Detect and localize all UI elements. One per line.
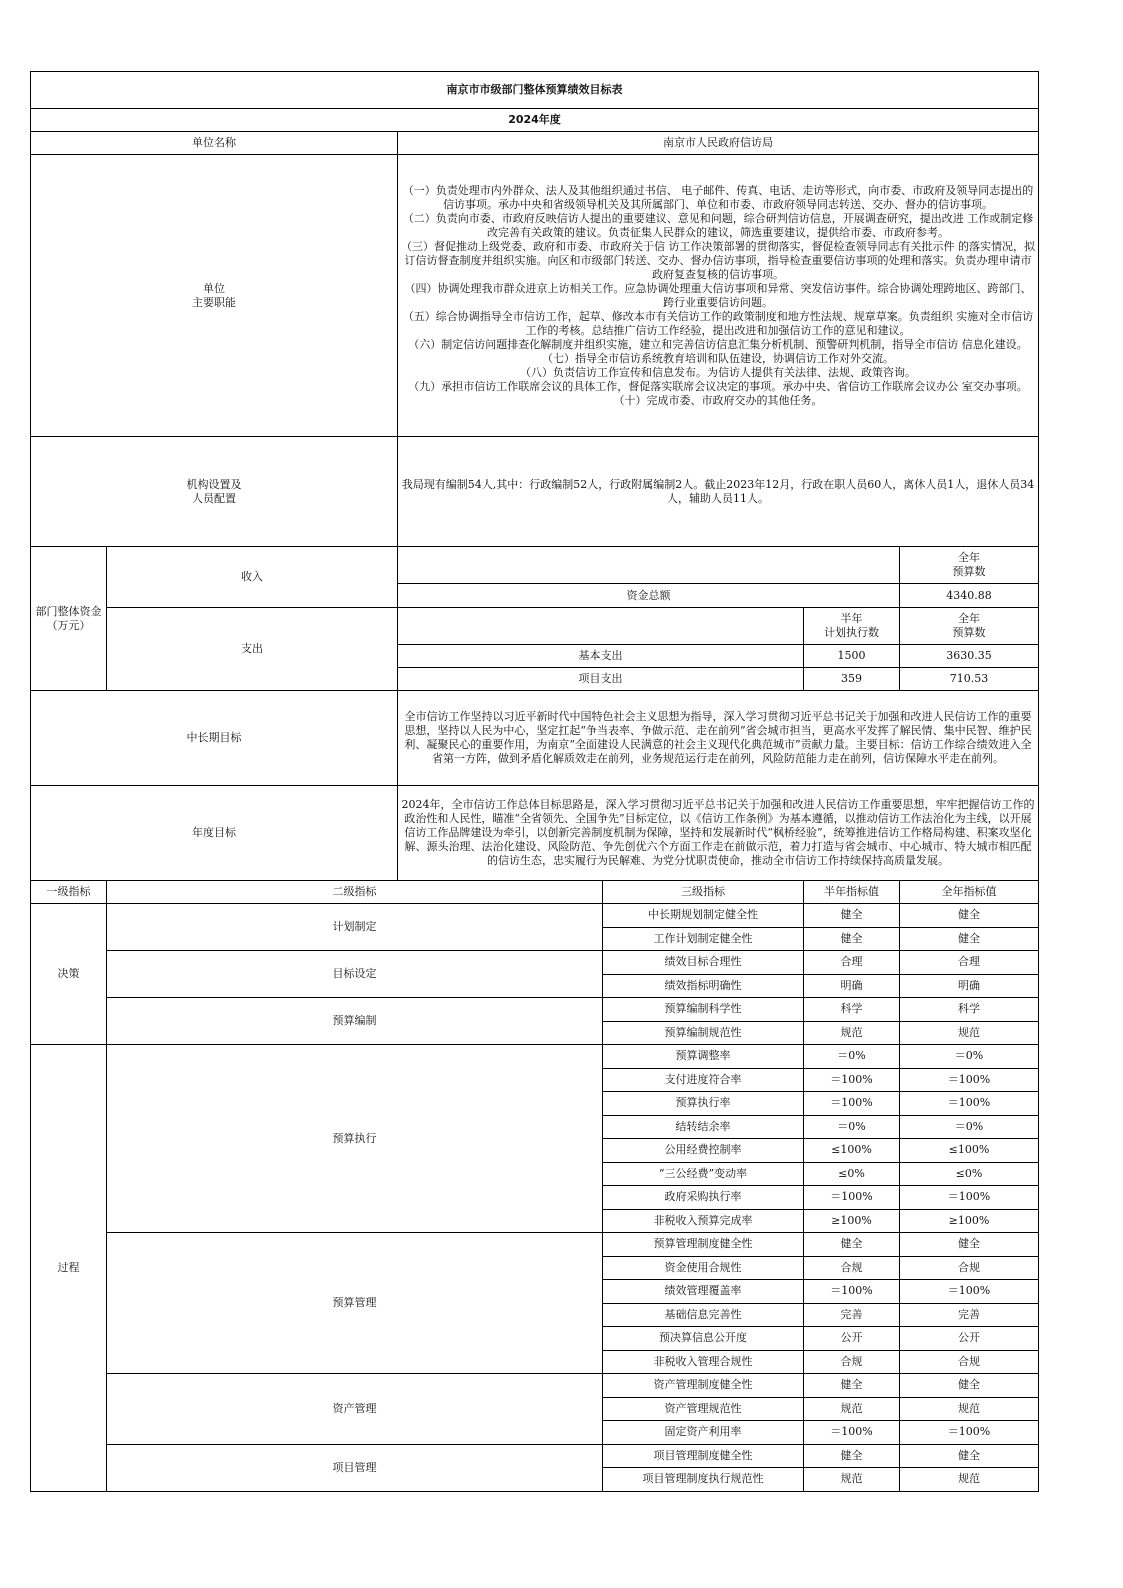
half-year-value: 规范: [804, 1021, 900, 1045]
staffing-label-line2: 人员配置: [192, 491, 236, 505]
budget-performance-table: [30, 71, 1039, 1492]
level3-indicator: 非税收入管理合规性: [603, 1350, 804, 1374]
income-label: 收入: [107, 547, 398, 608]
indicator-row: [31, 1045, 1039, 1069]
function-paragraph: （五）综合协调指导全市信访工作，起草、修改本市有关信访工作的政策制度和地方性法规、规章草案。负责组织 实施对全市信访工作的考核。总结推广信访工作经验，提出改进和加强信访工作的意见和建议。: [402, 309, 1034, 337]
annual-value: ＝100%: [900, 1421, 1039, 1445]
functions-label-line1: 单位: [203, 281, 225, 295]
annual-value: 公开: [900, 1327, 1039, 1351]
half-year-value: 健全: [804, 904, 900, 928]
level3-indicator: “三公经费”变动率: [603, 1162, 804, 1186]
budget-year: 2024年度: [31, 109, 1039, 132]
half-year-value: ≥100%: [804, 1209, 900, 1233]
staffing-text: 我局现有编制54人,其中：行政编制52人，行政附属编制2人。截止2023年12月，行政在职人员60人，离休人员1人，退休人员34人，辅助人员11人。: [398, 437, 1039, 547]
annual-value: 规范: [900, 1468, 1039, 1492]
expense-header-blank: [398, 608, 804, 645]
level3-indicator: 绩效管理覆盖率: [603, 1280, 804, 1304]
level2-header: 二级指标: [107, 881, 603, 904]
total-funds-label: 资金总额: [398, 584, 900, 608]
half-year-value: 科学: [804, 998, 900, 1022]
annual-value: ≤0%: [900, 1162, 1039, 1186]
level2-indicator: 预算执行: [107, 1045, 603, 1233]
level3-header: 三级指标: [603, 881, 804, 904]
function-paragraph: （四）协调处理我市群众进京上访相关工作。应急协调处理重大信访事项和异常、突发信访事件。综合协调处理跨地区、跨部门、跨行业重要信访问题。: [404, 281, 1032, 309]
half-year-value: ＝100%: [804, 1280, 900, 1304]
level3-indicator: 中长期规划制定健全性: [603, 904, 804, 928]
functions-label: [31, 155, 398, 437]
level3-indicator: 绩效目标合理性: [603, 951, 804, 975]
half-year-value: ≤100%: [804, 1139, 900, 1163]
expense-annual-header-line1: 全年: [958, 612, 980, 625]
annual-value: 合理: [900, 951, 1039, 975]
annual-value: 健全: [900, 1374, 1039, 1398]
function-paragraph: （一）负责处理市内外群众、法人及其他组织通过书信、 电子邮件、传真、电话、走访等形式，向市委、市政府及领导同志提出的信访事项。承办中央和省级领导机关及其所属部门、单位和市委、市政府领导同志转送、交办、督办的信访事项。: [402, 183, 1034, 211]
page-title: 南京市市级部门整体预算绩效目标表: [31, 72, 1039, 109]
half-year-value: 公开: [804, 1327, 900, 1351]
staffing-label: [31, 437, 398, 547]
half-year-value: ＝0%: [804, 1115, 900, 1139]
level3-indicator: 预算执行率: [603, 1092, 804, 1116]
level3-indicator: 绩效指标明确性: [603, 974, 804, 998]
half-year-value: 合规: [804, 1256, 900, 1280]
half-year-value: 合规: [804, 1350, 900, 1374]
half-year-value: ＝100%: [804, 1068, 900, 1092]
level2-indicator: 计划制定: [107, 904, 603, 951]
expense-half-header-line2: 计划执行数: [824, 626, 879, 639]
half-year-value: 明确: [804, 974, 900, 998]
function-paragraph: （六）制定信访问题排查化解制度并组织实施，建立和完善信访信息汇集分析机制、预警研判机制，指导全市信访 信息化建设。: [408, 337, 1028, 351]
annual-value: 科学: [900, 998, 1039, 1022]
level3-indicator: 政府采购执行率: [603, 1186, 804, 1210]
half-year-value: ＝0%: [804, 1045, 900, 1069]
income-annual-header: [900, 547, 1039, 584]
annual-value: ≤100%: [900, 1139, 1039, 1163]
project-expense-annual: 710.53: [900, 668, 1039, 691]
half-year-value: 健全: [804, 927, 900, 951]
half-year-value: 合理: [804, 951, 900, 975]
half-year-value: 规范: [804, 1468, 900, 1492]
level3-indicator: 资产管理规范性: [603, 1397, 804, 1421]
half-year-value: 规范: [804, 1397, 900, 1421]
level3-indicator: 固定资产利用率: [603, 1421, 804, 1445]
funds-label: 部门整体资金（万元）: [31, 547, 107, 691]
level3-indicator: 工作计划制定健全性: [603, 927, 804, 951]
indicator-row: [31, 951, 1039, 975]
project-expense-label: 项目支出: [398, 668, 804, 691]
level3-indicator: 公用经费控制率: [603, 1139, 804, 1163]
long-term-text: 全市信访工作坚持以习近平新时代中国特色社会主义思想为指导，深入学习贯彻习近平总书记关于加强和改进人民信访工作的重要思想，坚持以人民为中心，坚定扛起“争当表率、争做示范、走在前列”省会城市担当，更高水平发挥了解民情、集中民智、维护民利、凝聚民心的重要作用，为南京“全面建设人民满意的社会主义现代化典范城市”贡献力量。主要目标：信访工作综合绩效进入全省第一方阵，做到矛盾化解质效走在前列，业务规范运行走在前列，风险防范能力走在前列，信访保障水平走在前列。: [398, 691, 1039, 786]
annual-value: ＝100%: [900, 1092, 1039, 1116]
annual-value: 合规: [900, 1256, 1039, 1280]
level3-indicator: 预算调整率: [603, 1045, 804, 1069]
expense-half-header: [804, 608, 900, 645]
level1-header: 一级指标: [31, 881, 107, 904]
function-paragraph: （二）负责向市委、市政府反映信访人提出的重要建议、意见和问题，综合研判信访信息，开展调查研究，提出改进 工作或制定修改完善有关政策的建议。负责征集人民群众的建议，筛选重要建议，提供给市委、市政府参考。: [402, 211, 1034, 239]
half-year-value: 健全: [804, 1374, 900, 1398]
level2-indicator: 预算编制: [107, 998, 603, 1045]
annual-value: ＝100%: [900, 1280, 1039, 1304]
level3-indicator: 资金使用合规性: [603, 1256, 804, 1280]
indicator-row: [31, 1374, 1039, 1398]
level2-indicator: 项目管理: [107, 1444, 603, 1491]
basic-expense-annual: 3630.35: [900, 645, 1039, 668]
annual-value: ＝100%: [900, 1186, 1039, 1210]
annual-value: ＝0%: [900, 1045, 1039, 1069]
half-year-value: 完善: [804, 1303, 900, 1327]
level3-indicator: 项目管理制度健全性: [603, 1444, 804, 1468]
half-year-value: 健全: [804, 1444, 900, 1468]
level2-indicator: 资产管理: [107, 1374, 603, 1445]
expense-label: 支出: [107, 608, 398, 691]
basic-expense-label: 基本支出: [398, 645, 804, 668]
function-paragraph: （八）负责信访工作宣传和信息发布。为信访人提供有关法律、法规、政策咨询。: [520, 365, 916, 379]
functions-label-line2: 主要职能: [192, 295, 236, 309]
unit-name-value: 南京市人民政府信访局: [398, 132, 1039, 155]
level3-indicator: 结转结余率: [603, 1115, 804, 1139]
annual-value: ≥100%: [900, 1209, 1039, 1233]
function-paragraph: （三）督促推动上级党委、政府和市委、市政府关于信 访工作决策部署的贯彻落实，督促检查领导同志有关批示件 的落实情况，拟订信访督查制度并组织实施。向区和市级部门转送、交办、督办信访事项，指导检查重要信访事项的处理和落实。负责办理申请市政府复查复核的信访事项。: [401, 239, 1035, 281]
annual-value: 规范: [900, 1021, 1039, 1045]
function-paragraph: （七）指导全市信访系统教育培训和队伍建设，协调信访工作对外交流。: [542, 351, 894, 365]
function-paragraph: （九）承担市信访工作联席会议的具体工作，督促落实联席会议决定的事项。承办中央、省信访工作联席会议办公 室交办事项。: [408, 379, 1028, 393]
functions-text: [398, 155, 1039, 437]
indicator-row: [31, 998, 1039, 1022]
annual-value: 健全: [900, 1233, 1039, 1257]
level1-indicator: 决策: [31, 904, 107, 1045]
long-term-label: 中长期目标: [31, 691, 398, 786]
level3-indicator: 资产管理制度健全性: [603, 1374, 804, 1398]
income-header-blank: [398, 547, 900, 584]
annual-value: 完善: [900, 1303, 1039, 1327]
indicator-row: [31, 1444, 1039, 1468]
income-annual-header-line2: 预算数: [952, 565, 986, 578]
half-year-value: ＝100%: [804, 1092, 900, 1116]
annual-value: 健全: [900, 1444, 1039, 1468]
level2-indicator: 预算管理: [107, 1233, 603, 1374]
function-paragraph: （十）完成市委、市政府交办的其他任务。: [613, 393, 823, 407]
half-year-value: ＝100%: [804, 1186, 900, 1210]
half-value-header: 半年指标值: [804, 881, 900, 904]
level3-indicator: 预决算信息公开度: [603, 1327, 804, 1351]
level2-indicator: 目标设定: [107, 951, 603, 998]
indicator-row: [31, 1233, 1039, 1257]
level3-indicator: 预算编制科学性: [603, 998, 804, 1022]
half-year-value: ≤0%: [804, 1162, 900, 1186]
annual-value: 健全: [900, 927, 1039, 951]
level3-indicator: 支付进度符合率: [603, 1068, 804, 1092]
half-year-value: ＝100%: [804, 1421, 900, 1445]
level3-indicator: 预算编制规范性: [603, 1021, 804, 1045]
annual-value: 明确: [900, 974, 1039, 998]
annual-goal-label: 年度目标: [31, 786, 398, 881]
annual-value: 健全: [900, 904, 1039, 928]
level1-indicator: 过程: [31, 1045, 107, 1492]
staffing-label-line1: 机构设置及: [186, 477, 242, 491]
total-funds-value: 4340.88: [900, 584, 1039, 608]
unit-name-label: 单位名称: [31, 132, 398, 155]
expense-annual-header-line2: 预算数: [952, 626, 986, 639]
project-expense-half: 359: [804, 668, 900, 691]
level3-indicator: 非税收入预算完成率: [603, 1209, 804, 1233]
expense-half-header-line1: 半年: [840, 612, 863, 625]
level3-indicator: 预算管理制度健全性: [603, 1233, 804, 1257]
annual-value: ＝0%: [900, 1115, 1039, 1139]
annual-goal-text: 2024年，全市信访工作总体目标思路是，深入学习贯彻习近平总书记关于加强和改进人民信访工作重要思想，牢牢把握信访工作的政治性和人民性，瞄准“全省领先、全国争先”目标定位，以《信访工作条例》为基本遵循，以推动信访工作法治化为主线，以开展信访工作品牌建设为牵引，以创新完善制度机制为保障，坚持和发展新时代“枫桥经验”，统筹推进信访工作格局构建、积案攻坚化解、源头治理、法治化建设、风险防范、争先创优六个方面工作走在前做示范，着力打造与省会城市、中心城市、特大城市相匹配的信访生态，忠实履行为民解难、为党分忧职责使命，推动全市信访工作持续保持高质量发展。: [398, 786, 1039, 881]
income-annual-header-line1: 全年: [958, 551, 980, 564]
indicator-row: [31, 904, 1039, 928]
annual-value: 规范: [900, 1397, 1039, 1421]
level3-indicator: 基础信息完善性: [603, 1303, 804, 1327]
level3-indicator: 项目管理制度执行规范性: [603, 1468, 804, 1492]
annual-value: ＝100%: [900, 1068, 1039, 1092]
half-year-value: 健全: [804, 1233, 900, 1257]
annual-value: 合规: [900, 1350, 1039, 1374]
annual-value-header: 全年指标值: [900, 881, 1039, 904]
expense-annual-header: [900, 608, 1039, 645]
basic-expense-half: 1500: [804, 645, 900, 668]
